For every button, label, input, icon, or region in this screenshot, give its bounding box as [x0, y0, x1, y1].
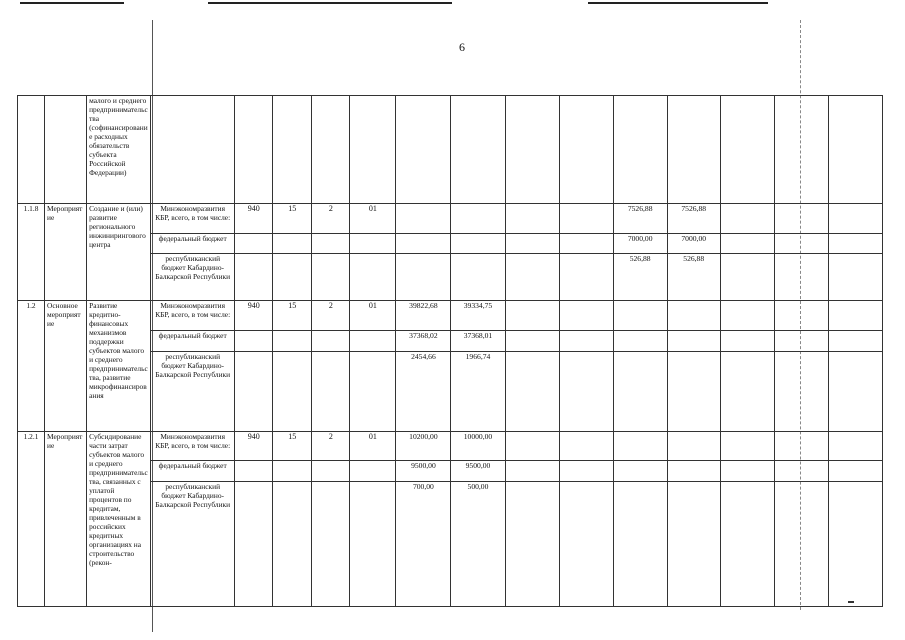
table-row: [18, 431, 883, 460]
cell-value: 10000,00: [451, 431, 505, 460]
cell-desc: Субсидирование части затрат субъектов малого и среднего предпринимательства, связанных с уплатой процентов по кредитам, привлеченным в российских кредитных организациях на строительство (рекон-: [87, 431, 151, 606]
cell-code-gr: 940: [235, 300, 273, 330]
cell-num: 1.2: [18, 300, 45, 431]
cell-value: 7526,88: [667, 203, 720, 233]
cell-value: [396, 203, 451, 233]
cell-source: федеральный бюджет: [151, 460, 235, 481]
table-row-continuation: [18, 96, 883, 204]
cell-value: 1966,74: [451, 351, 505, 431]
cell-value: 526,88: [667, 254, 720, 300]
cell-source: республиканский бюджет Кабардино-Балкарской Республики: [151, 351, 235, 431]
cell-source: Минэкономразвития КБР, всего, в том числе:: [151, 300, 235, 330]
cell-value: 39334,75: [451, 300, 505, 330]
cell-desc: Развитие кредитно-финансовых механизмов поддержки субъектов малого и среднего предпринимательства, развитие микрофинансирования: [87, 300, 151, 431]
budget-table: [17, 95, 883, 607]
cell-value: 37368,01: [451, 330, 505, 351]
cell-type: Основное мероприятие: [45, 300, 87, 431]
cell-value: 7526,88: [613, 203, 667, 233]
cell-source: республиканский бюджет Кабардино-Балкарской Республики: [151, 481, 235, 606]
cell-code-pr: 2: [312, 431, 350, 460]
cell-code-pr: 2: [312, 203, 350, 233]
cell-value: 9500,00: [451, 460, 505, 481]
cell-code-gr: 940: [235, 431, 273, 460]
cell-value: 7000,00: [667, 234, 720, 254]
cell-code-rz: 15: [273, 300, 312, 330]
cell-value: 2454,66: [396, 351, 451, 431]
cell-code-cs: 01: [350, 300, 396, 330]
cell-value: 700,00: [396, 481, 451, 606]
cell-code-pr: 2: [312, 300, 350, 330]
cell-desc-continuation: малого и среднего предпринимательства (софинансирование расходных обязательств субъекта Российской Федерации): [87, 96, 151, 204]
cell-type: Мероприятие: [45, 203, 87, 300]
cell-code-cs: 01: [350, 431, 396, 460]
scan-top-line-left: [20, 2, 124, 4]
cell-value: 37368,02: [396, 330, 451, 351]
cell-num: 1.2.1: [18, 431, 45, 606]
cell-code-gr: 940: [235, 203, 273, 233]
cell-num: 1.1.8: [18, 203, 45, 300]
cell-num: [18, 96, 45, 204]
cell-desc: Создание и (или) развитие регионального инжинирингового центра: [87, 203, 151, 300]
cell-code-rz: 15: [273, 203, 312, 233]
cell-value: 39822,68: [396, 300, 451, 330]
cell-source: республиканский бюджет Кабардино-Балкарской Республики: [151, 254, 235, 300]
cell-code-cs: 01: [350, 203, 396, 233]
table-row: [18, 203, 883, 233]
cell-source: Минэкономразвития КБР, всего, в том числе:: [151, 431, 235, 460]
cell-source: федеральный бюджет: [151, 330, 235, 351]
cell-source: федеральный бюджет: [151, 234, 235, 254]
cell-type: [45, 96, 87, 204]
cell-code-rz: 15: [273, 431, 312, 460]
cell-value: [451, 203, 505, 233]
scan-top-line-right: [588, 2, 768, 4]
cell-value: 7000,00: [613, 234, 667, 254]
cell-value: 526,88: [613, 254, 667, 300]
cell-value: 10200,00: [396, 431, 451, 460]
table-row: [18, 300, 883, 330]
scan-top-line-middle: [208, 2, 452, 4]
cell-source: Минэкономразвития КБР, всего, в том числе:: [151, 203, 235, 233]
cell-type: Мероприятие: [45, 431, 87, 606]
cell-value: 9500,00: [396, 460, 451, 481]
cell-value: 500,00: [451, 481, 505, 606]
page-number: 6: [459, 40, 465, 54]
